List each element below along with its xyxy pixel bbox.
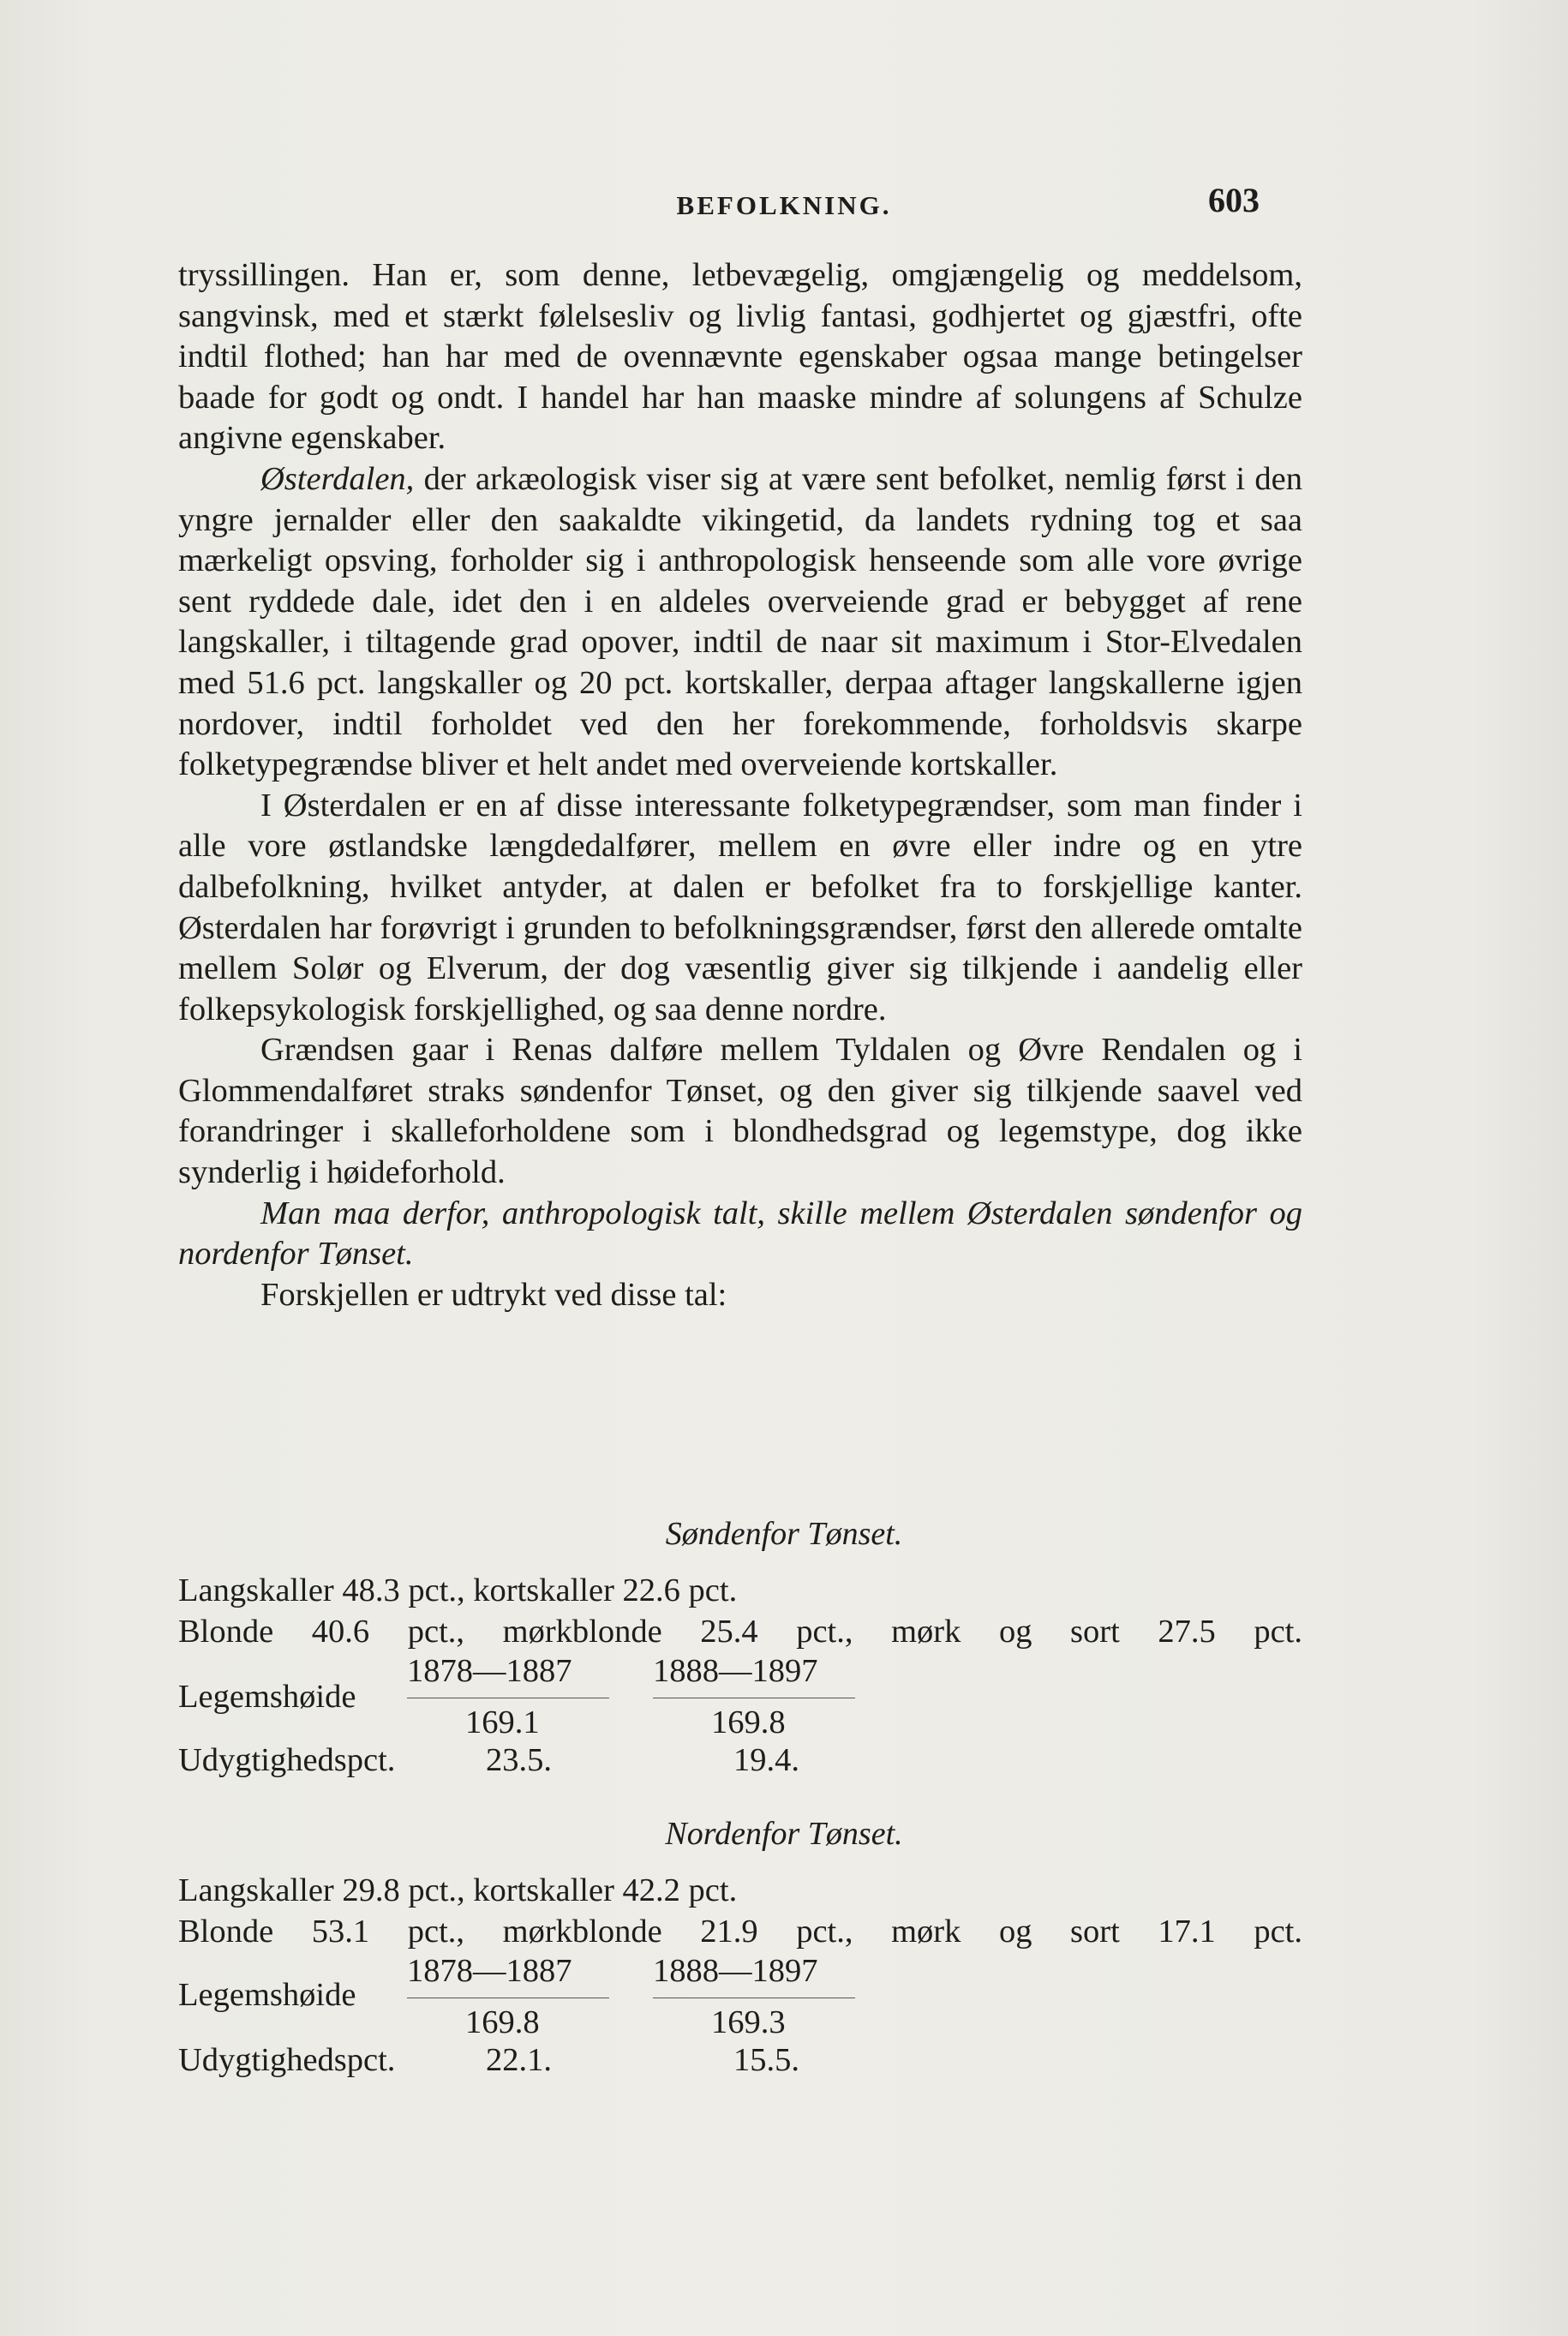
word: 53.1: [311, 1914, 370, 1950]
period-label: 1878—1887: [407, 1653, 572, 1689]
unfit-label: Udygtighedspct.: [178, 2042, 396, 2078]
word: pct.,: [796, 1614, 853, 1650]
skull-line: Langskaller 29.8 pct., kortskaller 42.2 pct.: [178, 1872, 738, 1908]
blond-line: [178, 1913, 1302, 1950]
word: 21.9: [700, 1914, 758, 1950]
word: pct.: [1254, 1614, 1302, 1650]
word: 40.6: [311, 1614, 370, 1650]
height-label: Legemshøide: [178, 1977, 356, 2013]
body-text: [178, 255, 1302, 1315]
word: Blonde: [178, 1914, 274, 1950]
height-value: 169.8: [711, 1704, 786, 1740]
paragraph-6: Forskjellen er udtrykt ved disse tal:: [260, 1276, 727, 1313]
word: sort: [1070, 1914, 1120, 1950]
height-value: 169.1: [465, 1704, 540, 1740]
unfit-value: 22.1.: [486, 2042, 552, 2078]
word: mørk: [891, 1614, 961, 1650]
word: Blonde: [178, 1614, 274, 1650]
running-header: BEFOLKNING.: [676, 190, 892, 220]
paragraph-2-text: der arkæologisk viser sig at være sent befolket, nemlig først i den yngre jernalder eller den saakaldte vikingetid, da landets rydning tog et saa mærkeligt opsving, forholder sig i anthropologisk henseende som alle vore øvrige sent ryddede dale, idet den i en aldeles overveiende grad er bebygget af rene langskaller, i tiltagende grad opover, indtil de naar sit maximum i Stor-Elvedalen med 51.6 pct. langskaller og 20 pct. kortskaller, derpaa aftager langskallerne igjen nordover, indtil forholdet ved den her forekommende, forholdsvis skarpe folketypegrændse bliver et helt andet med overveiende kortskaller.: [178, 460, 1302, 783]
word: og: [998, 1914, 1032, 1950]
word: pct.,: [407, 1614, 465, 1650]
section-heading: Nordenfor Tønset.: [665, 1816, 903, 1852]
word: og: [998, 1614, 1032, 1650]
page-number: 603: [1208, 181, 1260, 219]
word: 25.4: [700, 1614, 758, 1650]
paragraph-3: I Østerdalen er en af disse interessante folketypegrændser, som man finder i alle vore østlandske længdedalfører, mellem en øvre eller indre og en ytre dalbefolkning, hvilket antyder, at dalen er befolket fra to forskjellige kanter. Østerdalen har forøvrigt i grunden to befolkningsgrændser, først den allerede omtalte mellem Solør og Elverum, der dog væsentlig giver sig tilkjende i aandelig eller folkepsykologisk forskjellighed, og saa denne nordre.: [178, 787, 1302, 1027]
word: pct.,: [407, 1914, 465, 1950]
word: pct.,: [796, 1914, 853, 1950]
unfit-label: Udygtighedspct.: [178, 1742, 396, 1778]
paragraph-1: tryssillingen. Han er, som denne, letbevægelig, omgjængelig og meddelsom, sangvinsk, med et stærkt følelsesliv og livlig fantasi, godhjertet og gjæstfri, ofte indtil flothed; han har med de ovennævnte egenskaber ogsaa mange betingelser baade for godt og ondt. I handel har han maaske mindre af solungens af Schulze angivne egenskaber.: [178, 257, 1302, 457]
word: sort: [1070, 1614, 1120, 1650]
blond-line: [178, 1613, 1302, 1650]
paragraph-4: Grændsen gaar i Renas dalføre mellem Tyldalen og Øvre Rendalen og i Glommendalføret straks søndenfor Tønset, og den giver sig tilkjende saavel ved forandringer i skalleforholdene som i blondhedsgrad og legemstype, dog ikke synderlig i høideforhold.: [178, 1032, 1302, 1191]
word: 17.1: [1158, 1914, 1216, 1950]
word: mørkblonde: [502, 1614, 662, 1650]
paragraph-2: [178, 459, 1302, 786]
word: mørkblonde: [502, 1914, 662, 1950]
height-label: Legemshøide: [178, 1679, 356, 1715]
skull-line: Langskaller 48.3 pct., kortskaller 22.6 pct.: [178, 1572, 738, 1608]
period-label: 1888—1897: [653, 1953, 818, 1989]
word: pct.: [1254, 1914, 1302, 1950]
unfit-value: 23.5.: [486, 1742, 552, 1778]
section-heading: Søndenfor Tønset.: [665, 1516, 903, 1552]
unfit-value: 19.4.: [733, 1742, 799, 1778]
height-value: 169.3: [711, 2004, 786, 2040]
place-name-italic: Østerdalen,: [260, 460, 415, 497]
period-label: 1888—1897: [653, 1653, 818, 1689]
period-label: 1878—1887: [407, 1953, 572, 1989]
height-value: 169.8: [465, 2004, 540, 2040]
unfit-value: 15.5.: [733, 2042, 799, 2078]
word: 27.5: [1158, 1614, 1216, 1650]
word: mørk: [891, 1914, 961, 1950]
paragraph-5-italic: Man maa derfor, anthropologisk talt, skille mellem Østerdalen søndenfor og nordenfor Tønset.: [178, 1195, 1302, 1273]
